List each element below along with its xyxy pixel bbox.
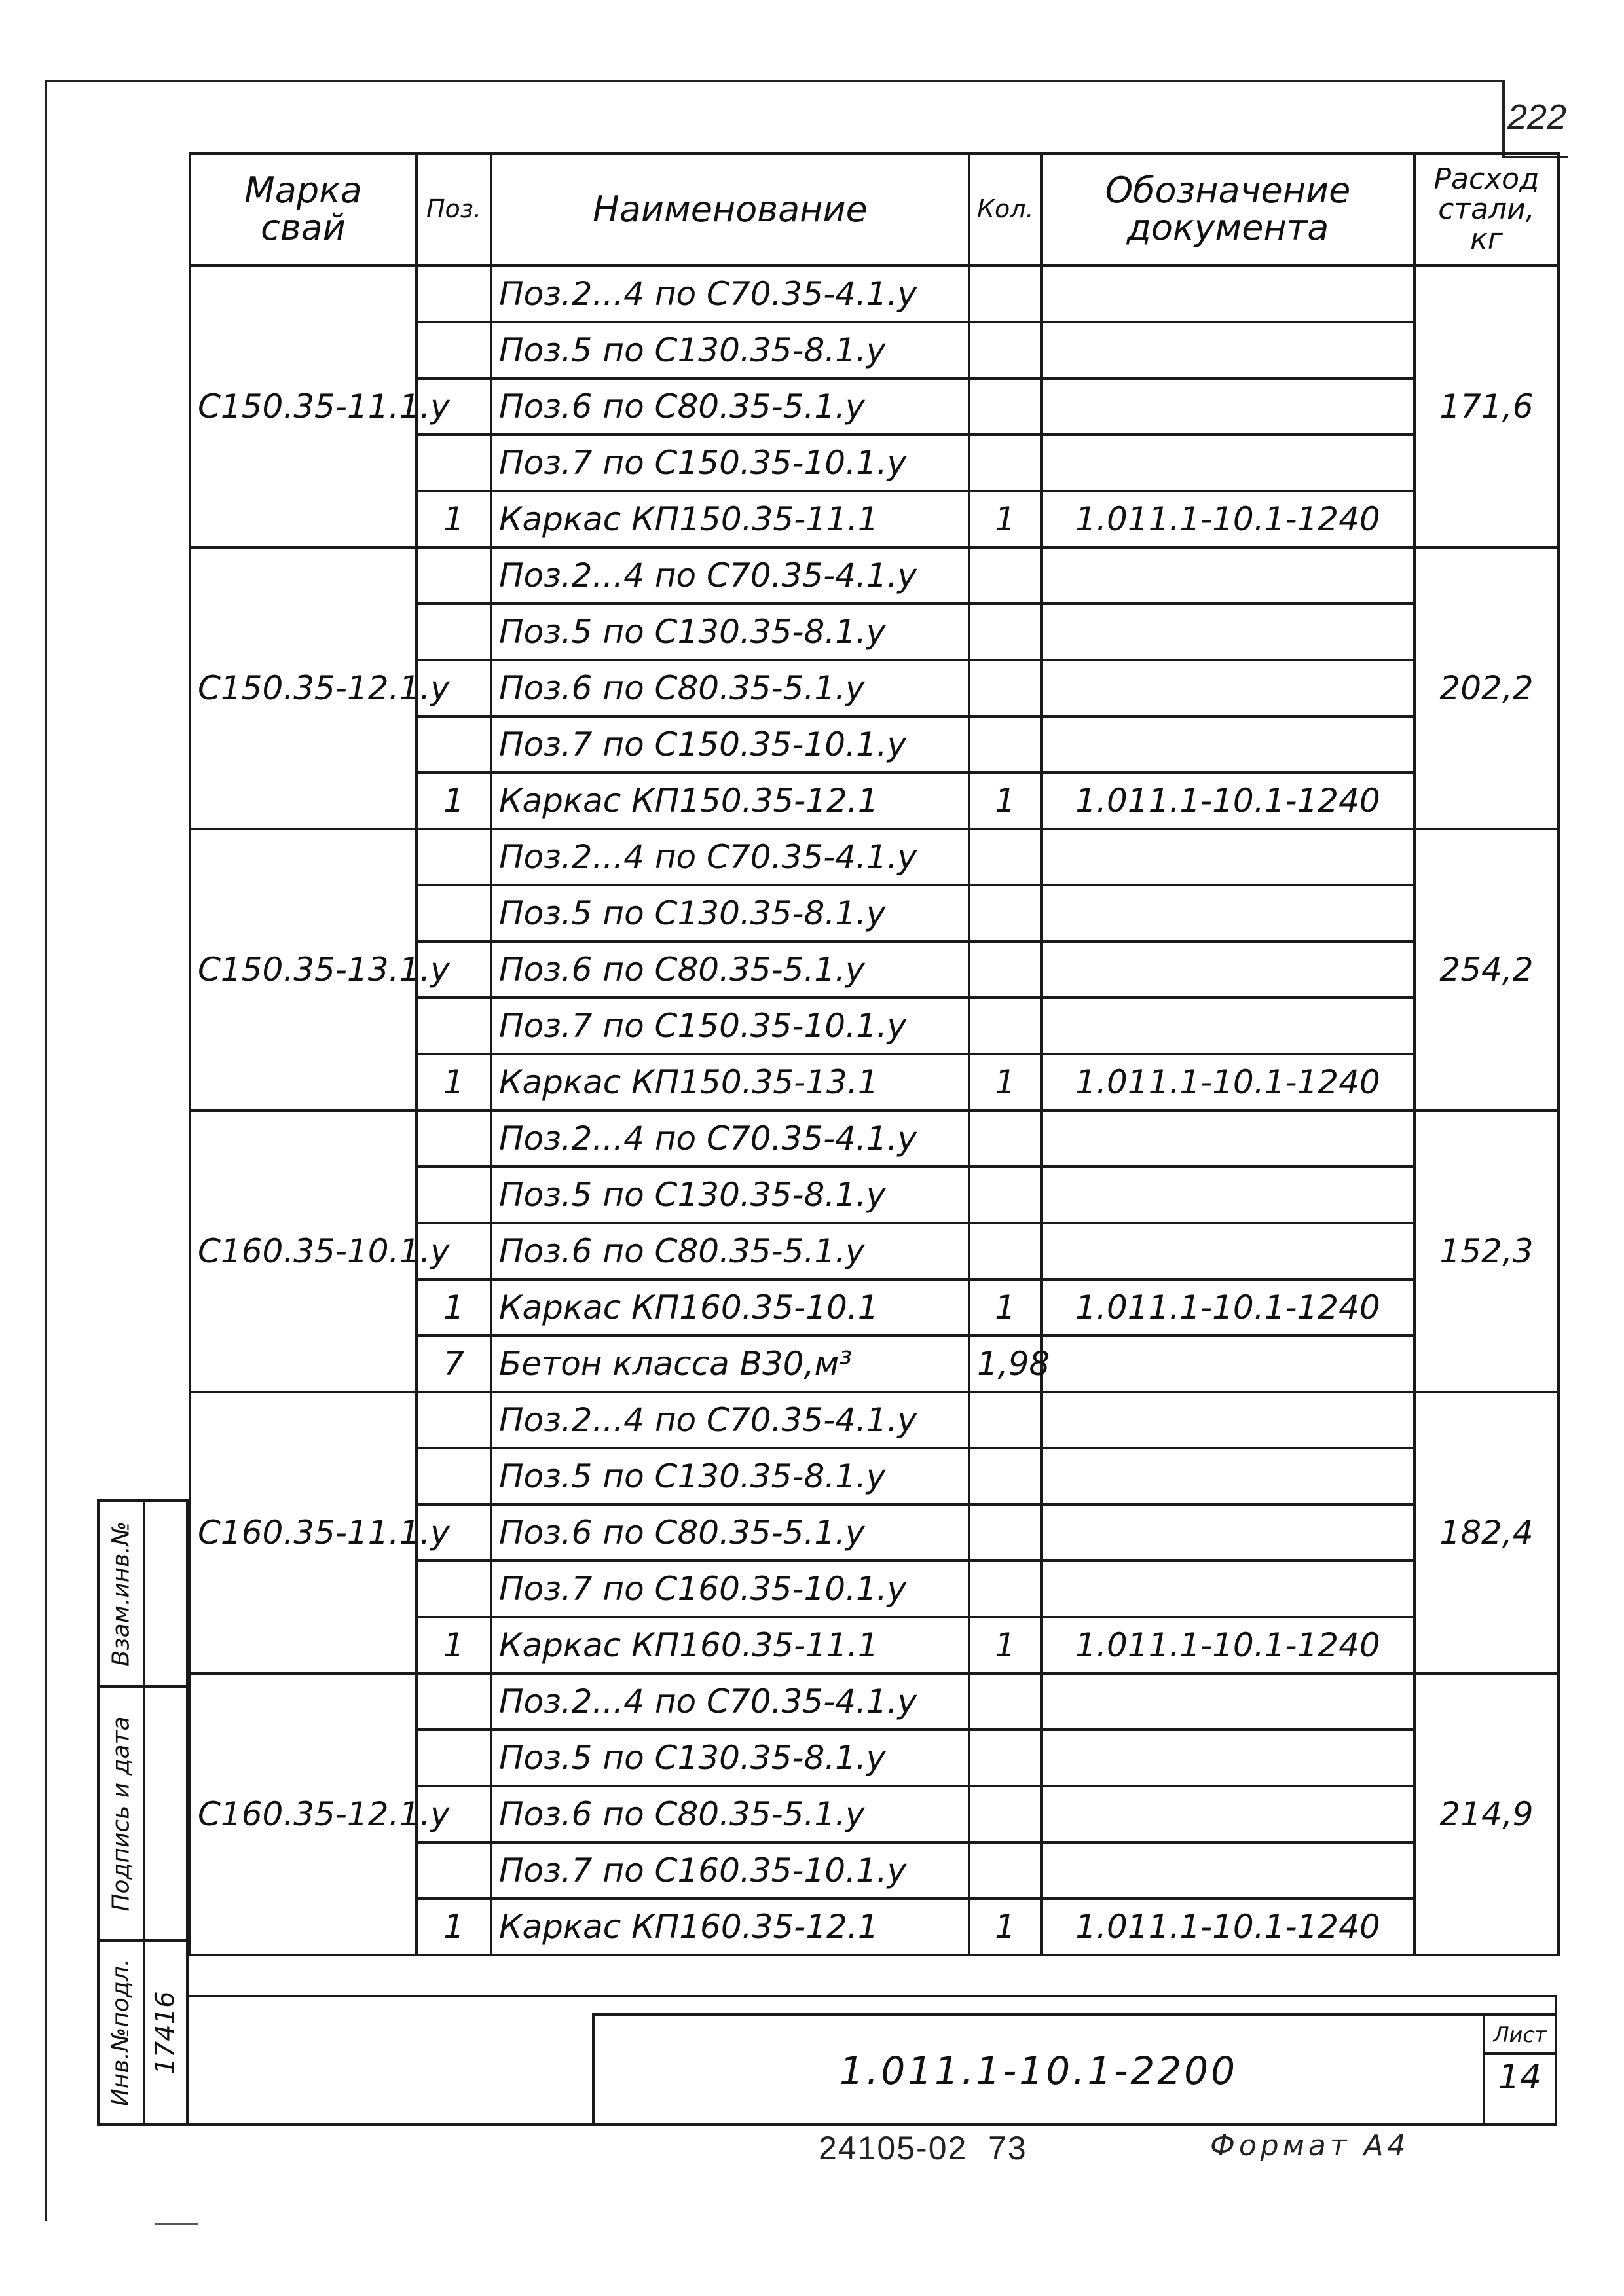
table-row xyxy=(190,1392,1559,1448)
position-cell xyxy=(416,547,491,604)
side-label-signature-text: Подпись и дата xyxy=(107,1715,135,1912)
pile-mark: С150.35-12.1.у xyxy=(190,547,416,829)
document-cell xyxy=(1041,378,1414,435)
frame-top-border xyxy=(45,80,1504,82)
name-cell: Поз.7 по С150.35-10.1.у xyxy=(491,716,969,773)
steel-consumption: 152,3 xyxy=(1414,1110,1559,1392)
quantity-cell xyxy=(969,1223,1041,1279)
pile-mark: С150.35-13.1.у xyxy=(190,829,416,1110)
quantity-cell xyxy=(969,716,1041,773)
name-cell: Поз.2...4 по С70.35-4.1.у xyxy=(491,266,969,322)
document-cell xyxy=(1041,1167,1414,1223)
quantity-cell: 1 xyxy=(969,491,1041,547)
specification-body xyxy=(190,266,1559,1955)
document-cell xyxy=(1041,829,1414,885)
name-cell: Поз.5 по С130.35-8.1.у xyxy=(491,885,969,941)
document-cell xyxy=(1041,941,1414,998)
name-cell: Поз.7 по С160.35-10.1.у xyxy=(491,1842,969,1899)
position-cell xyxy=(416,1842,491,1899)
position-cell: 1 xyxy=(416,1617,491,1673)
position-cell: 1 xyxy=(416,773,491,829)
quantity-cell xyxy=(969,1504,1041,1561)
name-cell: Поз.6 по С80.35-5.1.у xyxy=(491,1504,969,1561)
position-cell: 1 xyxy=(416,491,491,547)
document-cell xyxy=(1041,266,1414,322)
position-cell: 1 xyxy=(416,1899,491,1955)
position-cell xyxy=(416,322,491,378)
document-cell: 1.011.1-10.1-1240 xyxy=(1041,1617,1414,1673)
document-cell xyxy=(1041,1561,1414,1617)
document-cell xyxy=(1041,322,1414,378)
specification-table xyxy=(189,152,1560,1956)
quantity-cell xyxy=(969,322,1041,378)
steel-consumption: 171,6 xyxy=(1414,266,1559,547)
side-label-inventory xyxy=(100,1942,143,2123)
quantity-cell xyxy=(969,941,1041,998)
position-cell xyxy=(416,1110,491,1167)
quantity-cell xyxy=(969,885,1041,941)
quantity-cell xyxy=(969,266,1041,322)
quantity-cell xyxy=(969,1561,1041,1617)
title-block xyxy=(189,1995,1557,2126)
quantity-cell: 1 xyxy=(969,1899,1041,1955)
document-cell: 1.011.1-10.1-1240 xyxy=(1041,1279,1414,1336)
steel-consumption: 182,4 xyxy=(1414,1392,1559,1673)
document-code: 1.011.1-10.1-2200 xyxy=(840,2049,1238,2093)
name-cell: Каркас КП160.35-12.1 xyxy=(491,1899,969,1955)
name-cell: Каркас КП160.35-10.1 xyxy=(491,1279,969,1336)
quantity-cell xyxy=(969,1673,1041,1730)
sheet-number: 14 xyxy=(1498,2058,1542,2097)
header-rate: Расход стали, кг xyxy=(1414,153,1559,266)
position-cell xyxy=(416,1673,491,1730)
position-cell: 1 xyxy=(416,1054,491,1110)
name-cell: Поз.5 по С130.35-8.1.у xyxy=(491,1448,969,1504)
position-cell xyxy=(416,1448,491,1504)
inventory-number xyxy=(145,1942,186,2123)
pile-mark: С160.35-12.1.у xyxy=(190,1673,416,1955)
steel-consumption: 254,2 xyxy=(1414,829,1559,1110)
name-cell: Поз.5 по С130.35-8.1.у xyxy=(491,604,969,660)
quantity-cell xyxy=(969,547,1041,604)
name-cell: Поз.6 по С80.35-5.1.у xyxy=(491,1223,969,1279)
header-pos: Поз. xyxy=(416,153,491,266)
header-mark: Марка свай xyxy=(190,153,416,266)
table-header-row xyxy=(190,153,1559,266)
name-cell: Поз.2...4 по С70.35-4.1.у xyxy=(491,1673,969,1730)
position-cell: 7 xyxy=(416,1336,491,1392)
name-cell: Поз.7 по С150.35-10.1.у xyxy=(491,998,969,1054)
side-label-inventory-text: Инв.№подл. xyxy=(107,1958,135,2107)
document-cell xyxy=(1041,547,1414,604)
document-cell xyxy=(1041,660,1414,716)
name-cell: Каркас КП150.35-12.1 xyxy=(491,773,969,829)
header-doc: Обозначение документа xyxy=(1041,153,1414,266)
name-cell: Поз.6 по С80.35-5.1.у xyxy=(491,941,969,998)
name-cell: Поз.6 по С80.35-5.1.у xyxy=(491,378,969,435)
document-cell: 1.011.1-10.1-1240 xyxy=(1041,1054,1414,1110)
name-cell: Поз.5 по С130.35-8.1.у xyxy=(491,322,969,378)
position-cell: 1 xyxy=(416,1279,491,1336)
name-cell: Поз.2...4 по С70.35-4.1.у xyxy=(491,547,969,604)
quantity-cell: 1 xyxy=(969,1054,1041,1110)
table-row xyxy=(190,829,1559,885)
document-cell xyxy=(1041,1504,1414,1561)
name-cell: Поз.5 по С130.35-8.1.у xyxy=(491,1730,969,1786)
name-cell: Бетон класса В30,м³ xyxy=(491,1336,969,1392)
document-cell xyxy=(1041,716,1414,773)
quantity-cell xyxy=(969,998,1041,1054)
format-label: Формат А4 xyxy=(1210,2129,1410,2162)
document-cell xyxy=(1041,1730,1414,1786)
quantity-cell xyxy=(969,1448,1041,1504)
name-cell: Каркас КП150.35-13.1 xyxy=(491,1054,969,1110)
name-cell: Поз.6 по С80.35-5.1.у xyxy=(491,1786,969,1842)
document-cell: 1.011.1-10.1-1240 xyxy=(1041,491,1414,547)
document-cell xyxy=(1041,1110,1414,1167)
document-cell xyxy=(1041,604,1414,660)
document-cell xyxy=(1041,1448,1414,1504)
position-cell xyxy=(416,435,491,491)
name-cell: Поз.2...4 по С70.35-4.1.у xyxy=(491,1392,969,1448)
name-cell: Каркас КП150.35-11.1 xyxy=(491,491,969,547)
table-row xyxy=(190,266,1559,322)
inventory-number-text: 17416 xyxy=(151,1990,181,2075)
position-cell xyxy=(416,998,491,1054)
document-cell: 1.011.1-10.1-1240 xyxy=(1041,1899,1414,1955)
frame-right-stub xyxy=(1502,80,1505,158)
sheet-cell xyxy=(1483,2016,1555,2126)
quantity-cell xyxy=(969,1110,1041,1167)
position-cell xyxy=(416,1730,491,1786)
side-label-replacement xyxy=(100,1502,143,1685)
document-cell: 1.011.1-10.1-1240 xyxy=(1041,773,1414,829)
side-approval-strip xyxy=(97,1499,189,2126)
table-row xyxy=(190,1110,1559,1167)
name-cell: Поз.2...4 по С70.35-4.1.у xyxy=(491,829,969,885)
header-name: Наименование xyxy=(491,153,969,266)
corner-mark xyxy=(155,2223,198,2225)
pile-mark: С160.35-11.1.у xyxy=(190,1392,416,1673)
order-number: 24105-02 73 xyxy=(819,2130,1027,2166)
quantity-cell: 1 xyxy=(969,1617,1041,1673)
table-row xyxy=(190,547,1559,604)
frame-left-border xyxy=(45,80,47,2221)
quantity-cell: 1 xyxy=(969,773,1041,829)
pile-mark: С150.35-11.1.у xyxy=(190,266,416,547)
position-cell xyxy=(416,716,491,773)
quantity-cell: 1 xyxy=(969,1279,1041,1336)
sheet-label: Лист xyxy=(1485,2016,1555,2055)
name-cell: Поз.2...4 по С70.35-4.1.у xyxy=(491,1110,969,1167)
position-cell xyxy=(416,885,491,941)
quantity-cell xyxy=(969,660,1041,716)
quantity-cell xyxy=(969,435,1041,491)
position-cell xyxy=(416,1392,491,1448)
quantity-cell: 1,98 xyxy=(969,1336,1041,1392)
document-cell xyxy=(1041,998,1414,1054)
quantity-cell xyxy=(969,1730,1041,1786)
side-label-replacement-text: Взам.инв.№ xyxy=(107,1521,135,1666)
table-row xyxy=(190,1673,1559,1730)
name-cell: Поз.6 по С80.35-5.1.у xyxy=(491,660,969,716)
name-cell: Поз.7 по С150.35-10.1.у xyxy=(491,435,969,491)
quantity-cell xyxy=(969,604,1041,660)
side-label-signature xyxy=(100,1688,143,1939)
name-cell: Поз.7 по С160.35-10.1.у xyxy=(491,1561,969,1617)
document-cell xyxy=(1041,1842,1414,1899)
position-cell xyxy=(416,1167,491,1223)
page-number: 222 xyxy=(1507,98,1567,137)
document-cell xyxy=(1041,1786,1414,1842)
quantity-cell xyxy=(969,378,1041,435)
document-cell xyxy=(1041,1336,1414,1392)
quantity-cell xyxy=(969,1842,1041,1899)
quantity-cell xyxy=(969,1786,1041,1842)
position-cell xyxy=(416,829,491,885)
document-cell xyxy=(1041,435,1414,491)
document-cell xyxy=(1041,885,1414,941)
document-cell xyxy=(1041,1673,1414,1730)
quantity-cell xyxy=(969,829,1041,885)
steel-consumption: 202,2 xyxy=(1414,547,1559,829)
pile-mark: С160.35-10.1.у xyxy=(190,1110,416,1392)
quantity-cell xyxy=(969,1392,1041,1448)
name-cell: Поз.5 по С130.35-8.1.у xyxy=(491,1167,969,1223)
name-cell: Каркас КП160.35-11.1 xyxy=(491,1617,969,1673)
header-qty: Кол. xyxy=(969,153,1041,266)
document-cell xyxy=(1041,1223,1414,1279)
quantity-cell xyxy=(969,1167,1041,1223)
title-block-inner xyxy=(592,2013,1555,2126)
document-cell xyxy=(1041,1392,1414,1448)
steel-consumption: 214,9 xyxy=(1414,1673,1559,1955)
position-cell xyxy=(416,266,491,322)
position-cell xyxy=(416,1561,491,1617)
position-cell xyxy=(416,604,491,660)
